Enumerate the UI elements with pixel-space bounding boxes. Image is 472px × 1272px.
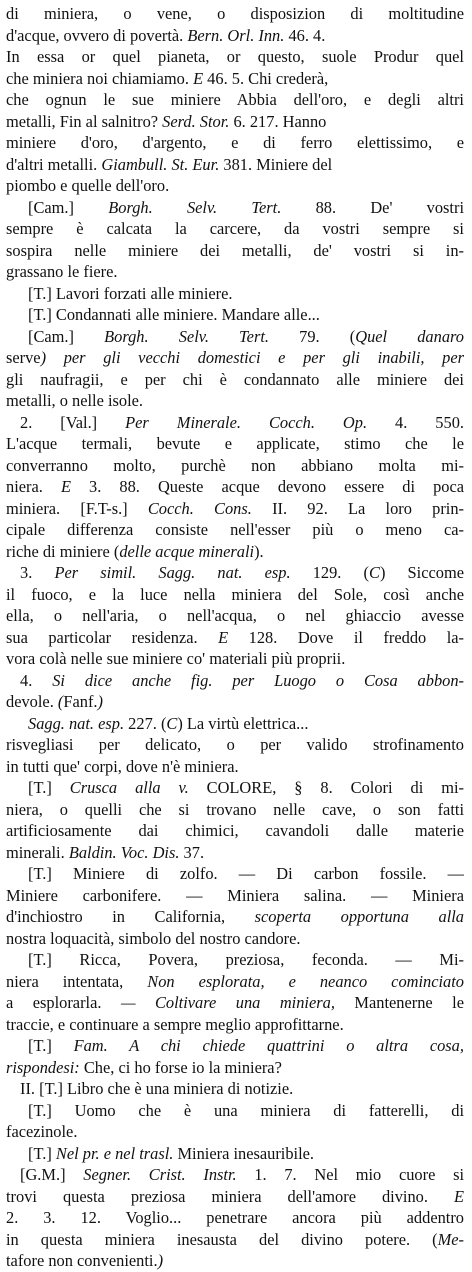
body-text: II. 92. La loro prin-	[251, 498, 464, 518]
text-line	[6, 885, 464, 907]
body-text: d'acque, ovvero di povertà.	[6, 25, 188, 45]
citation-text: (	[53, 692, 64, 711]
citation-text: Borgh. Selv. Tert.	[104, 326, 269, 346]
body-text: minerali.	[6, 842, 69, 862]
citation-text: — Coltivare una miniera,	[101, 993, 355, 1012]
citation-text: Baldin. Voc. Dis.	[68, 842, 180, 862]
text-line	[6, 928, 464, 950]
body-text: 129. (	[290, 563, 370, 582]
text-line	[6, 1186, 464, 1208]
text-line	[6, 691, 464, 713]
text-line	[6, 197, 464, 219]
text-line	[6, 3, 464, 25]
body-text: ) La virtù elettrica...	[177, 713, 309, 733]
text-line	[6, 455, 464, 477]
citation-text: scoperta opportuna alla	[254, 907, 464, 926]
body-text: II. [T.] Libro che è una miniera di notizie.	[20, 1079, 294, 1098]
text-line	[6, 541, 464, 563]
text-line	[6, 971, 464, 993]
text-line	[6, 1143, 464, 1165]
citation-text: E	[453, 1186, 464, 1206]
text-line	[6, 949, 464, 971]
text-line	[6, 46, 464, 68]
text-line	[6, 283, 464, 305]
body-text: [Cam.]	[28, 197, 109, 217]
body-text: in tutti que' corpi, dove n'è miniera.	[6, 756, 239, 776]
text-line	[6, 863, 464, 885]
body-text: di miniera, o vene, o disposizion di moltitudine	[6, 4, 464, 23]
body-text: 46. 5. Chi crederà,	[203, 68, 329, 88]
body-text: d'altri metalli.	[6, 154, 102, 174]
body-text: gli naufragii, e per chi è condannato alle miniere dei	[6, 369, 464, 389]
body-text: devole.	[6, 692, 54, 711]
body-text: ) Siccome	[379, 563, 464, 582]
citation-text: C	[166, 713, 178, 733]
body-text: Mantenerne le	[354, 993, 464, 1012]
citation-text: Per Minerale. Cocch. Op.	[125, 412, 368, 432]
body-text: grassano le fiere.	[6, 262, 118, 281]
body-text: [T.]	[28, 1036, 74, 1055]
text-line	[6, 777, 464, 799]
citation-text: Serd. Stor.	[162, 111, 230, 131]
body-text: facezinole.	[6, 1122, 78, 1141]
citation-text: E	[60, 477, 71, 496]
text-line	[6, 648, 464, 670]
body-text: Che, ci ho forse io la miniera?	[79, 1057, 282, 1077]
text-line	[6, 1057, 464, 1079]
body-text: in questa miniera inesausta del divino potere. (	[6, 1229, 438, 1249]
citation-text: Sagg. nat. esp.	[28, 713, 125, 733]
body-text: 3. 88. Queste acque devono essere di poca	[70, 477, 464, 496]
body-text: 6. 217. Hanno	[229, 111, 327, 131]
text-line	[6, 627, 464, 649]
body-text: [T.] Uomo che è una miniera di fatterelli, di	[28, 1100, 464, 1120]
text-line	[6, 68, 464, 90]
text-line	[6, 261, 464, 283]
body-text: converranno molto, purchè non abbiano molta mi-	[6, 455, 464, 475]
body-text: niera intentata,	[6, 971, 148, 991]
text-line	[6, 1100, 464, 1122]
text-line	[6, 906, 464, 928]
body-text: il fuoco, e la luce nella miniera del Sole, così anche	[6, 584, 464, 604]
text-line	[6, 1121, 464, 1143]
text-line	[6, 1035, 464, 1057]
body-text: COLORE, § 8. Colori di mi-	[188, 778, 464, 797]
citation-text: Giambull. St. Eur.	[101, 154, 220, 174]
body-text: 3.	[20, 563, 55, 582]
body-text: metalli, o nelle isole.	[6, 391, 144, 410]
body-text: d'inchiostro in California,	[6, 907, 255, 926]
citation-text: Quel danaro	[355, 326, 464, 346]
body-text: niera.	[6, 477, 61, 496]
body-text: vora colà nelle sue miniere co' materiali più proprii.	[6, 649, 346, 668]
body-text: [G.M.]	[20, 1165, 84, 1184]
citation-text: E	[218, 627, 229, 647]
citation-text: Nel pr. e nel trasl.	[55, 1143, 174, 1163]
body-text: 1. 7. Nel mio cuore si	[236, 1165, 464, 1184]
citation-text: ) per gli vecchi domestici e per gli inabili, per	[40, 348, 464, 367]
citation-text: Si dice anche fig. per Luogo o Cosa abbon-	[52, 670, 464, 690]
citation-text: Fam. A chi chiede quattrini o altra cosa,	[73, 1036, 464, 1055]
body-text: 128. Dove il freddo la-	[228, 627, 464, 647]
citation-text: Per simil. Sagg. nat. esp.	[54, 563, 291, 582]
text-line	[6, 498, 464, 520]
body-text: miniere d'oro, d'argento, e di ferro elettissimo, e	[6, 133, 464, 152]
body-text: riche di miniere (	[6, 541, 120, 561]
body-text: 88. De' vostri	[281, 197, 464, 217]
citation-text: rispondesi:	[6, 1057, 80, 1077]
text-line	[6, 240, 464, 262]
body-text: Miniere carbonifere. — Miniera salina. — Miniera	[6, 885, 464, 905]
body-text: nostra loquacità, simbolo del nostro candore.	[6, 928, 301, 948]
text-line	[6, 111, 464, 133]
body-text: ).	[254, 541, 264, 561]
citation-text: Non esplorata, e neanco cominciato	[147, 971, 464, 991]
body-text: 37.	[179, 842, 205, 862]
body-text: ella, o nell'aria, o nell'acqua, o nel ghiaccio avesse	[6, 606, 464, 625]
body-text: 227. (	[124, 713, 167, 733]
citation-text: )	[97, 692, 103, 711]
text-line	[6, 1207, 464, 1229]
text-line	[6, 369, 464, 391]
citation-text: Cocch. Cons.	[147, 498, 252, 518]
text-line	[6, 605, 464, 627]
body-text: trovi questa preziosa miniera dell'amore divino.	[6, 1186, 454, 1206]
text-line	[6, 1164, 464, 1186]
citation-text: delle acque minerali	[119, 541, 255, 561]
body-text: [T.] Lavori forzati alle miniere.	[28, 283, 233, 303]
body-text: sua particolar residenza.	[6, 627, 219, 647]
text-line	[6, 175, 464, 197]
body-text: L'acque termali, bevute e applicate, stimo che le	[6, 434, 464, 453]
text-line	[6, 519, 464, 541]
text-line	[6, 1014, 464, 1036]
citation-text: Borgh. Selv. Tert.	[108, 197, 282, 217]
text-line	[6, 1250, 464, 1272]
body-text: Fanf.	[63, 692, 98, 711]
body-text: traccie, e continuare a sempre meglio approfittarne.	[6, 1014, 344, 1034]
text-line	[6, 670, 464, 692]
text-line	[6, 154, 464, 176]
body-text: piombo e quelle dell'oro.	[6, 176, 170, 195]
text-line	[6, 584, 464, 606]
body-text: che ognun le sue miniere Abbia dell'oro, e degli altri	[6, 90, 464, 109]
body-text: a esplorarla.	[6, 993, 102, 1012]
text-line	[6, 820, 464, 842]
body-text: metalli, Fin al salnitro?	[6, 111, 163, 131]
body-text: cipale differenza consiste nell'esser più o meno ca-	[6, 520, 464, 539]
text-line	[6, 476, 464, 498]
body-text: 381. Miniere del	[219, 154, 333, 174]
body-text: 4.	[20, 670, 53, 690]
citation-text: Crusca alla v.	[69, 778, 189, 797]
body-text: artificiosamente dai chimici, cavandoli dalle materie	[6, 821, 464, 840]
text-line	[6, 1229, 464, 1251]
body-text: [Cam.]	[28, 326, 105, 346]
body-text: [T.] Condannati alle miniere. Mandare alle...	[28, 305, 320, 324]
body-text: [T.]	[28, 1143, 56, 1163]
body-text: che miniera noi chiamiamo.	[6, 68, 194, 88]
text-line	[6, 842, 464, 864]
text-line	[6, 433, 464, 455]
body-text: In essa or quel pianeta, or questo, suole Produr quel	[6, 47, 464, 66]
text-line	[6, 412, 464, 434]
text-line	[6, 1078, 464, 1100]
body-text: [T.]	[28, 778, 70, 797]
text-line	[6, 25, 464, 47]
body-text: niera, o quelli che si trovano nelle cave, o son fatti	[6, 799, 464, 819]
body-text: 46. 4.	[284, 25, 326, 45]
text-line	[6, 562, 464, 584]
body-text: risvegliasi per delicato, o per valido strofinamento	[6, 735, 464, 754]
text-line	[6, 304, 464, 326]
text-line	[6, 390, 464, 412]
body-text: [T.] Ricca, Povera, preziosa, feconda. — Mi-	[28, 950, 464, 969]
text-line	[6, 992, 464, 1014]
body-text: sempre è calcata la carcere, da vostri sempre si	[6, 219, 464, 238]
body-text: [T.] Miniere di zolfo. — Di carbon fossile. —	[28, 864, 464, 883]
body-text: 4. 550.	[367, 412, 464, 432]
body-text: 2. 3. 12. Voglio... penetrare ancora più addentro	[6, 1208, 464, 1227]
text-line	[6, 799, 464, 821]
body-text: serve	[6, 348, 41, 367]
text-line	[6, 347, 464, 369]
citation-text: Me-	[437, 1229, 464, 1249]
body-text: tafore non convenienti.	[6, 1251, 158, 1270]
text-line	[6, 132, 464, 154]
body-text: sospira nelle miniere dei metalli, de' vostri si in-	[6, 240, 464, 260]
citation-text: Bern. Orl. Inn.	[187, 25, 285, 45]
citation-text: E	[193, 68, 204, 88]
text-line	[6, 218, 464, 240]
text-line	[6, 713, 464, 735]
body-text: 79. (	[268, 326, 356, 346]
citation-text: C	[369, 563, 380, 582]
text-line	[6, 89, 464, 111]
body-text: miniera. [F.T-s.]	[6, 498, 148, 518]
text-line	[6, 326, 464, 348]
body-text: Miniera inesauribile.	[173, 1143, 315, 1163]
text-line	[6, 734, 464, 756]
body-text: 2. [Val.]	[20, 412, 126, 432]
text-line	[6, 756, 464, 778]
citation-text: Segner. Crist. Instr.	[83, 1165, 237, 1184]
citation-text: )	[157, 1251, 164, 1270]
